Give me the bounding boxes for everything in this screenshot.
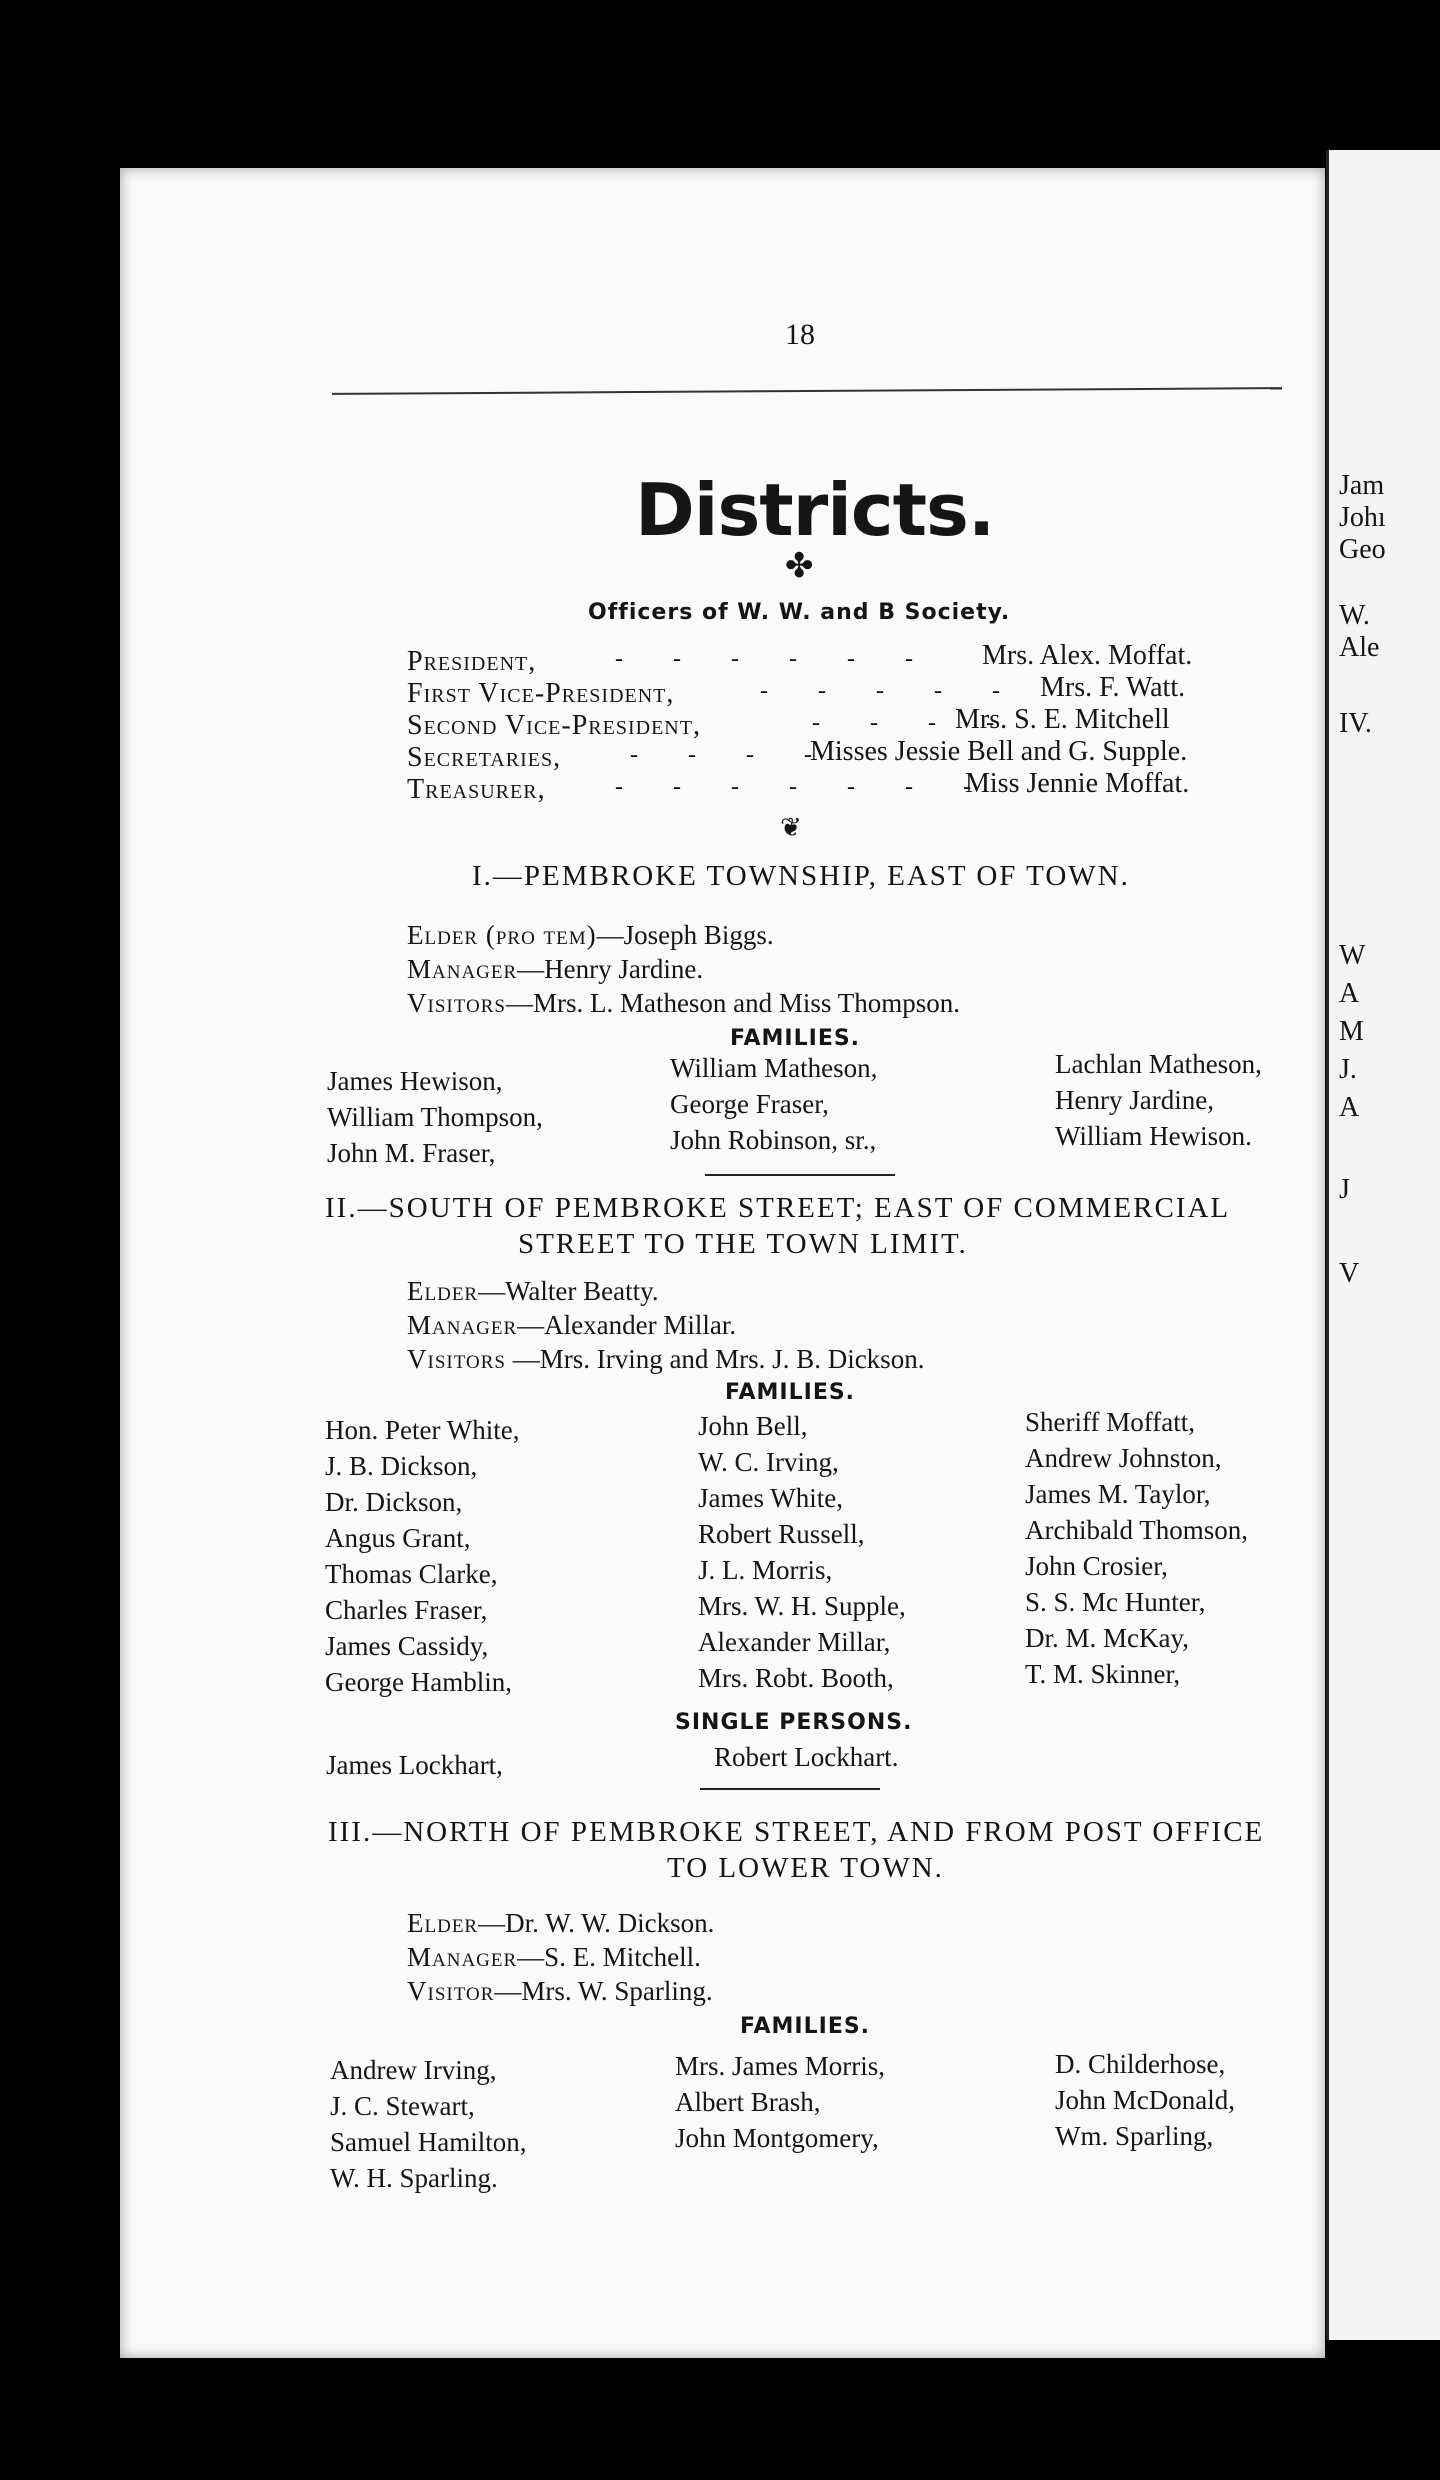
family-name: W. H. Sparling. [330,2163,498,2193]
fragment-text: Johı [1339,502,1386,533]
leader-dots: - - - - [630,742,834,768]
family-name: Archibald Thomson, [1025,1515,1248,1545]
family-name: James Cassidy, [325,1631,489,1661]
book-page [120,168,1325,2358]
fragment-text: A [1339,1092,1360,1123]
officer-name: Mrs. S. E. Mitchell [955,704,1170,735]
fragment-text: Geo [1339,534,1386,565]
section-2-heading: II.—SOUTH OF PEMBROKE STREET; EAST OF COMMERCIAL [325,1192,1231,1224]
leader-dots: - - - - - [760,678,1022,704]
role-value: —Walter Beatty. [478,1276,659,1306]
fragment-text: V [1339,1258,1360,1289]
role-label: Visitors [407,988,506,1018]
family-name: Thomas Clarke, [325,1559,498,1589]
fragment-text: IV. [1339,708,1372,739]
family-name: John Montgomery, [675,2123,879,2153]
family-name: William Hewison. [1055,1121,1252,1151]
family-name: T. M. Skinner, [1025,1659,1181,1689]
role-label: Visitor [407,1976,495,2006]
section-2-heading-cont: STREET TO THE TOWN LIMIT. [518,1228,968,1260]
family-name: D. Childerhose, [1055,2049,1226,2079]
family-name: Samuel Hamilton, [330,2127,527,2157]
officers-heading: Officers of W. W. and B Society. [588,600,1011,625]
role-value: —Mrs. W. Sparling. [494,1976,713,2006]
family-name: Alexander Millar, [698,1627,891,1657]
role-value: —Mrs. L. Matheson and Miss Thompson. [505,988,960,1018]
family-name: John Bell, [698,1411,808,1441]
family-name: J. B. Dickson, [325,1451,478,1481]
page-title: Districts. [635,468,995,552]
fragment-text: W [1339,940,1366,971]
section-divider [705,1174,895,1176]
section-1-elder [407,920,774,951]
family-name: Henry Jardine, [1055,1085,1214,1115]
role-value: —Dr. W. W. Dickson. [478,1908,715,1938]
family-name: James White, [698,1483,843,1513]
family-name: John McDonald, [1055,2085,1235,2115]
leader-dots: - - - - [812,710,1016,736]
families-column [1055,1046,1262,1154]
office-label: Secretaries, [407,742,562,773]
family-name: George Fraser, [670,1089,829,1119]
fragment-text: A [1339,978,1360,1009]
families-column [325,1412,519,1700]
section-2-manager [407,1310,736,1341]
fragment-text: J [1339,1174,1350,1205]
role-value: —Alexander Millar. [517,1310,737,1340]
section-1-heading: I.—PEMBROKE TOWNSHIP, EAST OF TOWN. [472,860,1130,892]
officer-name: Miss Jennie Moffat. [965,768,1190,799]
section-1-manager [407,954,703,985]
role-value: —Joseph Biggs. [596,920,774,950]
role-label: Elder (pro tem) [407,920,597,950]
family-name: William Matheson, [670,1053,878,1083]
single-person-name: James Lockhart, [326,1750,503,1780]
family-name: James M. Taylor, [1025,1479,1211,1509]
families-label: FAMILIES. [725,1380,856,1405]
section-3-heading: III.—NORTH OF PEMBROKE STREET, AND FROM POST OFFICE [328,1816,1265,1848]
family-name: Angus Grant, [325,1523,471,1553]
section-3-manager [407,1942,701,1973]
fragment-text: M [1339,1016,1364,1047]
role-label: Manager [407,1310,518,1340]
family-name: William Thompson, [327,1102,543,1132]
families-label: FAMILIES. [740,2014,871,2039]
family-name: Charles Fraser, [325,1595,488,1625]
families-column [698,1408,906,1696]
office-label: President, [407,646,537,677]
officer-name: Mrs. Alex. Moffat. [982,640,1193,671]
family-name: Wm. Sparling, [1055,2121,1214,2151]
family-name: Dr. Dickson, [325,1487,463,1517]
section-divider [700,1788,880,1790]
section-2-visitors [407,1344,924,1375]
fragment-text: Ale [1339,632,1380,663]
adjacent-page-fragment [1326,150,1440,2340]
role-label: Elder [407,1276,479,1306]
leader-dots: - - - - - - [615,646,935,672]
role-value: —Henry Jardine. [517,954,704,984]
role-label: Manager [407,954,518,984]
office-label: Second Vice-President, [407,710,701,741]
families-label: FAMILIES. [730,1026,861,1051]
role-value: —S. E. Mitchell. [517,1942,701,1972]
fragment-text: J. [1339,1054,1357,1085]
section-3-heading-cont: TO LOWER TOWN. [667,1852,944,1884]
family-name: John Robinson, sr., [670,1125,877,1155]
office-label: First Vice-President, [407,678,675,709]
family-name: Lachlan Matheson, [1055,1049,1262,1079]
family-name: Mrs. Robt. Booth, [698,1663,894,1693]
fleuron-ornament-icon: ✤ [785,546,814,586]
role-label: Manager [407,1942,518,1972]
small-ornament-icon: ❦ [780,813,802,843]
role-value: —Mrs. Irving and Mrs. J. B. Dickson. [505,1344,925,1374]
leader-dots: - - - - - - - [615,774,993,800]
section-3-visitor [407,1976,713,2007]
family-name: Andrew Irving, [330,2055,497,2085]
families-column [670,1050,877,1158]
section-1-visitors [407,988,960,1019]
single-persons-label: SINGLE PERSONS. [675,1710,913,1735]
family-name: J. L. Morris, [698,1555,833,1585]
families-column [675,2048,885,2156]
family-name: W. C. Irving, [698,1447,839,1477]
family-name: George Hamblin, [325,1667,512,1697]
role-label: Visitors [407,1344,506,1374]
family-name: J. C. Stewart, [330,2091,475,2121]
family-name: John M. Fraser, [327,1138,496,1168]
families-column [1025,1404,1248,1692]
officer-name: Misses Jessie Bell and G. Supple. [810,736,1188,767]
family-name: Sheriff Moffatt, [1025,1407,1195,1437]
families-column [330,2052,526,2196]
section-2-elder [407,1276,659,1307]
family-name: Albert Brash, [675,2087,821,2117]
section-3-elder [407,1908,714,1939]
family-name: John Crosier, [1025,1551,1168,1581]
office-label: Treasurer, [407,774,546,805]
family-name: Andrew Johnston, [1025,1443,1222,1473]
fragment-text: W. [1339,600,1370,631]
fragment-text: Jam [1339,470,1385,501]
families-column [327,1063,543,1171]
family-name: S. S. Mc Hunter, [1025,1587,1206,1617]
family-name: James Hewison, [327,1066,503,1096]
family-name: Dr. M. McKay, [1025,1623,1189,1653]
family-name: Mrs. James Morris, [675,2051,885,2081]
family-name: Robert Russell, [698,1519,865,1549]
families-column [1055,2046,1235,2154]
family-name: Hon. Peter White, [325,1415,520,1445]
officer-name: Mrs. F. Watt. [1040,672,1186,703]
role-label: Elder [407,1908,479,1938]
single-person-name: Robert Lockhart. [714,1742,899,1772]
header-rule [332,387,1282,395]
page-number: 18 [785,318,815,351]
family-name: Mrs. W. H. Supple, [698,1591,906,1621]
